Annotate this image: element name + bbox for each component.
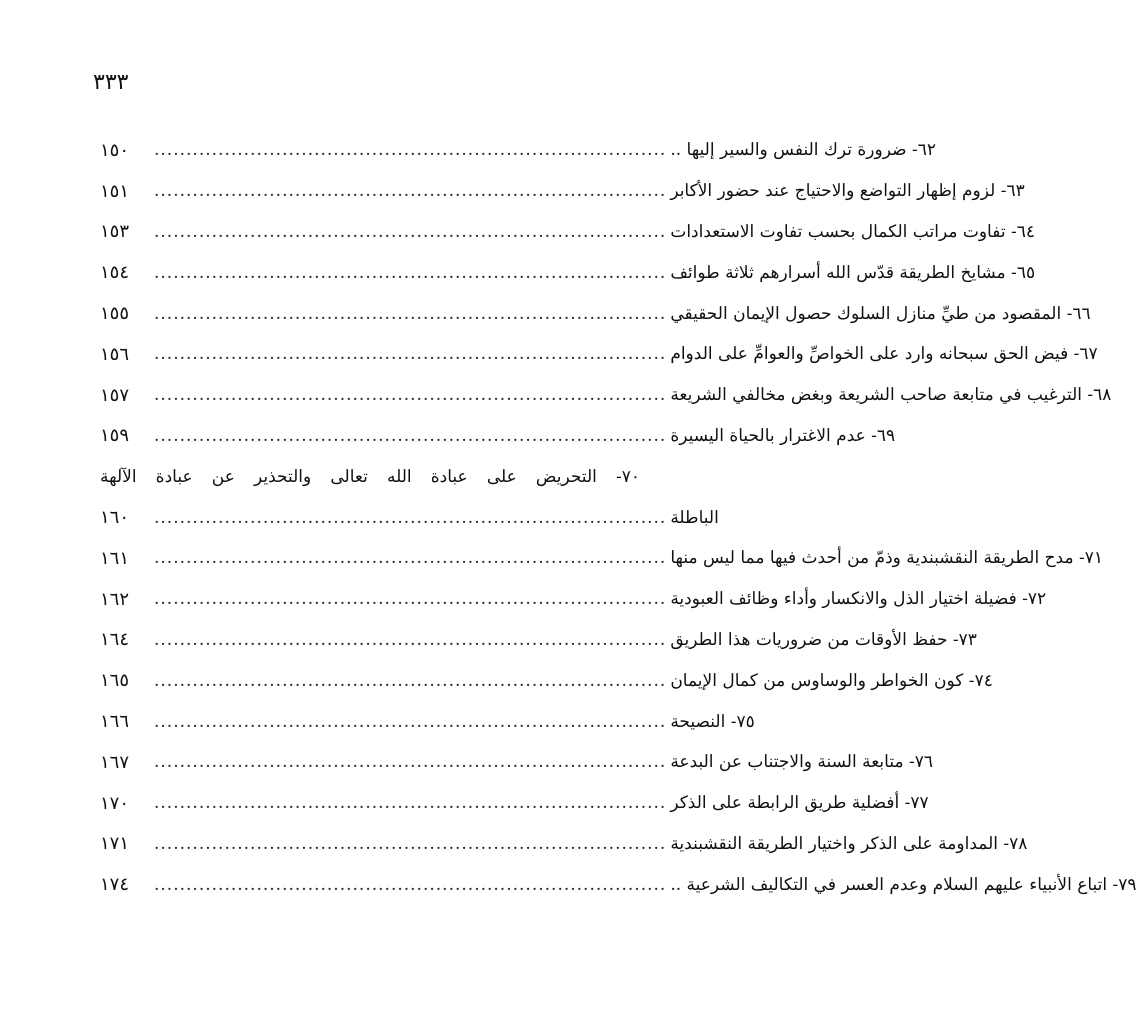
leader-dots: ................................................................................ bbox=[154, 140, 667, 161]
toc-entry-65 bbox=[100, 252, 1036, 293]
toc-entry-66 bbox=[100, 293, 1091, 334]
toc-title: ٧٧- أفضلية طريق الرابطة على الذكر bbox=[670, 793, 929, 814]
toc-title: ٦٤- تفاوت مراتب الكمال بحسب تفاوت الاستعدادات bbox=[670, 221, 1035, 242]
leader-dots: ................................................................................ bbox=[154, 793, 667, 814]
toc-page-ref: ١٥١ bbox=[100, 180, 130, 202]
toc-page-ref: ١٦٦ bbox=[100, 711, 130, 733]
toc-page-ref: ١٦٢ bbox=[100, 588, 130, 610]
table-of-contents bbox=[100, 130, 1137, 905]
toc-entry-78 bbox=[100, 824, 1028, 865]
toc-title: ٧٨- المداومة على الذكر واختيار الطريقة النقشبندية bbox=[670, 833, 1028, 854]
toc-entry-67 bbox=[100, 334, 1098, 375]
toc-page-ref: ١٦٧ bbox=[100, 751, 130, 773]
toc-title: ٦٦- المقصود من طيِّ منازل السلوك حصول الإيمان الحقيقي bbox=[670, 303, 1091, 324]
toc-page-ref: ١٧١ bbox=[100, 833, 130, 855]
leader-dots: ................................................................................ bbox=[154, 507, 667, 528]
leader-dots: ................................................................................ bbox=[154, 874, 667, 895]
leader-dots: ................................................................................ bbox=[154, 344, 667, 365]
leader-dots: ................................................................................ bbox=[154, 385, 667, 406]
toc-page-ref: ١٥٠ bbox=[100, 139, 130, 161]
toc-page-ref: ١٦١ bbox=[100, 547, 130, 569]
toc-entry-70 bbox=[100, 456, 640, 497]
leader-dots: ................................................................................ bbox=[154, 548, 667, 569]
toc-entry-74 bbox=[100, 660, 993, 701]
toc-page-ref: ١٦٤ bbox=[100, 629, 130, 651]
toc-title: ٧٩- اتباع الأنبياء عليهم السلام وعدم العسر في التكاليف الشرعية .. bbox=[670, 874, 1137, 895]
toc-page-ref: ١٥٧ bbox=[100, 384, 130, 406]
leader-dots: ................................................................................ bbox=[154, 589, 667, 610]
toc-entry-70-continued bbox=[100, 497, 719, 538]
leader-dots: ................................................................................ bbox=[154, 303, 667, 324]
leader-dots: ................................................................................ bbox=[154, 833, 667, 854]
toc-title: ٧٥- النصيحة bbox=[670, 711, 755, 732]
toc-entry-71 bbox=[100, 538, 1103, 579]
toc-page-ref: ١٦٠ bbox=[100, 507, 130, 529]
toc-title: ٧٠- التحريض على عبادة الله تعالى والتحذير عن عبادة الآلهة bbox=[100, 466, 640, 487]
toc-entry-73 bbox=[100, 620, 977, 661]
toc-page-ref: ١٧٤ bbox=[100, 874, 130, 896]
toc-title: ٦٧- فيض الحق سبحانه وارد على الخواصِّ والعوامِّ على الدوام bbox=[670, 344, 1098, 365]
toc-title: ٧٣- حفظ الأوقات من ضروريات هذا الطريق bbox=[670, 629, 977, 650]
toc-page-ref: ١٥٣ bbox=[100, 221, 130, 243]
leader-dots: ................................................................................ bbox=[154, 629, 667, 650]
toc-entry-77 bbox=[100, 783, 929, 824]
toc-entry-63 bbox=[100, 171, 1025, 212]
page-number: ٣٣٣ bbox=[93, 70, 129, 95]
toc-title: ٦٢- ضرورة ترك النفس والسير إليها .. bbox=[670, 140, 936, 161]
toc-page-ref: ١٥٩ bbox=[100, 425, 130, 447]
toc-entry-79 bbox=[100, 864, 1137, 905]
toc-title: ٧١- مدح الطريقة النقشبندية وذمّ من أحدث فيها مما ليس منها bbox=[670, 548, 1103, 569]
toc-entry-68 bbox=[100, 375, 1112, 416]
toc-page-ref: ١٦٥ bbox=[100, 670, 130, 692]
toc-entry-72 bbox=[100, 579, 1047, 620]
toc-entry-76 bbox=[100, 742, 933, 783]
toc-entry-69 bbox=[100, 416, 896, 457]
toc-entry-64 bbox=[100, 212, 1035, 253]
toc-title: ٦٨- الترغيب في متابعة صاحب الشريعة وبغض مخالفي الشريعة bbox=[670, 385, 1112, 406]
toc-title: الباطلة bbox=[670, 507, 719, 528]
leader-dots: ................................................................................ bbox=[154, 425, 667, 446]
toc-entry-62 bbox=[100, 130, 936, 171]
toc-title: ٧٤- كون الخواطر والوساوس من كمال الإيمان bbox=[670, 670, 993, 691]
toc-title: ٧٢- فضيلة اختيار الذل والانكسار وأداء وظائف العبودية bbox=[670, 589, 1047, 610]
toc-page-ref: ١٥٤ bbox=[100, 262, 130, 284]
leader-dots: ................................................................................ bbox=[154, 670, 667, 691]
toc-entry-75 bbox=[100, 701, 755, 742]
toc-title: ٦٩- عدم الاغترار بالحياة اليسيرة bbox=[670, 425, 896, 446]
toc-title: ٧٦- متابعة السنة والاجتناب عن البدعة bbox=[670, 752, 933, 773]
toc-page-ref: ١٥٦ bbox=[100, 343, 130, 365]
leader-dots: ................................................................................ bbox=[154, 711, 667, 732]
toc-page-ref: ١٥٥ bbox=[100, 303, 130, 325]
toc-title: ٦٣- لزوم إظهار التواضع والاحتياج عند حضور الأكابر bbox=[670, 181, 1025, 202]
toc-title: ٦٥- مشايخ الطريقة قدّس الله أسرارهم ثلاثة طوائف bbox=[670, 262, 1036, 283]
leader-dots: ................................................................................ bbox=[154, 262, 667, 283]
toc-page-ref: ١٧٠ bbox=[100, 792, 130, 814]
leader-dots: ................................................................................ bbox=[154, 752, 667, 773]
leader-dots: ................................................................................ bbox=[154, 181, 667, 202]
leader-dots: ................................................................................ bbox=[154, 221, 667, 242]
